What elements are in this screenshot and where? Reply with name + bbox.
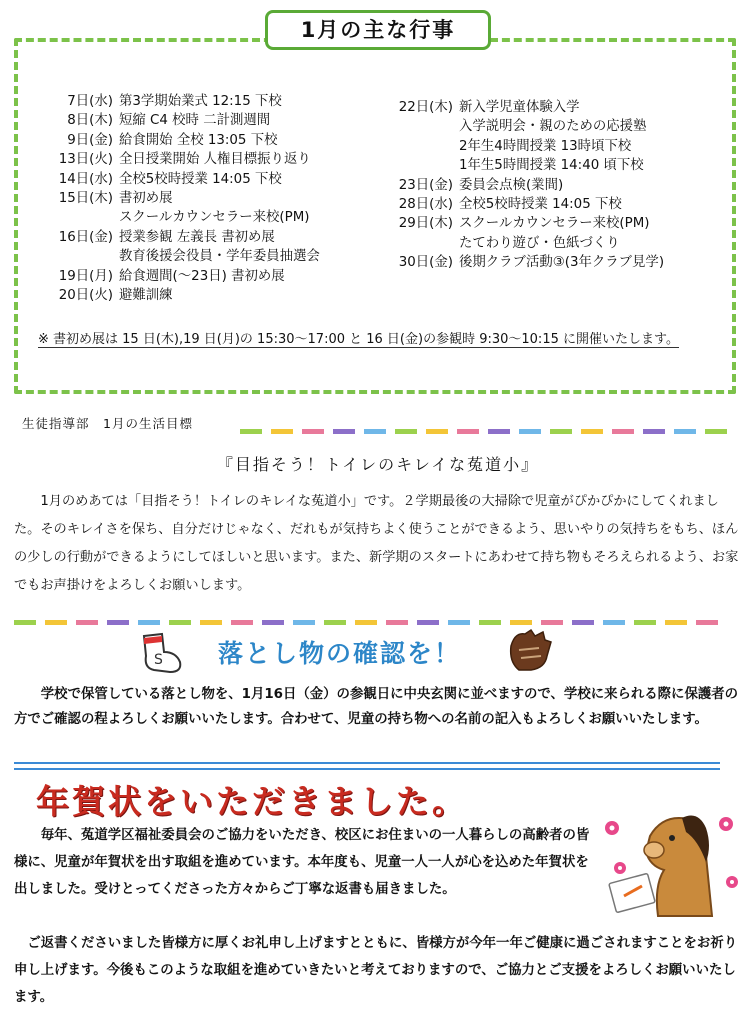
- event-row: [380, 98, 664, 176]
- event-line: スクールカウンセラー来校(PM): [459, 216, 650, 232]
- event-date: 9日(金): [67, 132, 113, 148]
- event-line: 給食開始 全校 13:05 下校: [119, 132, 278, 148]
- svg-text:S: S: [154, 652, 163, 668]
- event-date: 13日(火): [58, 152, 113, 168]
- divider-line: [14, 762, 720, 764]
- dash-divider: [14, 610, 750, 615]
- event-description: [119, 267, 285, 286]
- event-date: 15日(木): [58, 191, 113, 207]
- event-row: [40, 170, 320, 189]
- event-row: [40, 267, 320, 286]
- event-description: [119, 189, 310, 228]
- event-description: [119, 131, 277, 150]
- plum-blossom-icon: [610, 812, 611, 813]
- event-description: [119, 150, 311, 169]
- event-date: 30日(金): [398, 255, 453, 271]
- nengajo-text-2: ご返書くださいました皆様方に厚くお礼申し上げますとともに、皆様方が今年一年ご健康に過ごされますことをお祈り申し上げます。今後もこのような取組を進めていきたいと考えておりますので、ご協力とご支援をよろしくお願いいたします。: [14, 936, 738, 1005]
- event-date: 8日(木): [67, 113, 113, 129]
- event-date: 14日(水): [58, 171, 113, 187]
- event-description: [459, 253, 664, 272]
- event-line: 避難訓練: [119, 288, 173, 304]
- event-date: 19日(月): [58, 268, 113, 284]
- divider-line: [14, 768, 720, 770]
- event-description: [459, 98, 646, 176]
- event-description: [119, 228, 320, 267]
- event-line: 全校5校時授業 14:05 下校: [119, 171, 282, 187]
- event-row: [40, 131, 320, 150]
- event-description: [459, 176, 563, 195]
- events-right-column: [380, 98, 664, 273]
- event-line: 第3学期始業式 12:15 下校: [119, 94, 282, 109]
- event-row: [380, 195, 664, 214]
- event-line: 授業参観 左義長 書初め展: [119, 229, 275, 245]
- event-line: 2年生4時間授業 13時頃下校: [459, 138, 632, 154]
- lost-found-title: 落とし物の確認を！: [218, 639, 462, 668]
- event-line: 短縮 C4 校時 二計測週間: [119, 113, 271, 129]
- guidance-label: 生徒指導部 1月の生活目標: [22, 416, 193, 431]
- lost-found-text: 学校で保管している落とし物を、1月16日（金）の参観日に中央玄関に並べますので、学校に来られる際に保護者の方でご確認の程よろしくお願いいたします。合わせて、児童の持ち物への名前の記入もよろしくお願いいたします。: [14, 687, 739, 727]
- events-note-text: ※ 書初め展は 15 日(木),19 日(月)の 15:30～17:00 と 16 日(金)の参観時 9:30～10:15 に開催いたします。: [38, 332, 679, 347]
- event-line: 1年生5時間授業 14:40 頃下校: [459, 158, 644, 174]
- event-date: 16日(金): [58, 229, 113, 245]
- event-line: 給食週間(～23日) 書初め展: [119, 268, 285, 284]
- goal-title: 『目指そう！トイレのキレイな菟道小』: [216, 455, 540, 474]
- event-row: [40, 111, 320, 130]
- event-row: [40, 286, 320, 305]
- events-left-column: [40, 92, 320, 305]
- event-description: [119, 92, 282, 111]
- event-date: 20日(火): [58, 288, 113, 304]
- event-line: 後期クラブ活動③(3年クラブ見学): [459, 255, 665, 271]
- events-note: [38, 330, 726, 350]
- event-description: [459, 195, 622, 214]
- event-row: [380, 176, 664, 195]
- event-row: [40, 228, 320, 267]
- event-line: 委員会点検(業間): [459, 177, 564, 193]
- event-date: 28日(水): [398, 197, 453, 213]
- event-description: [119, 286, 173, 305]
- event-line: 全日授業開始 人権目標振り返り: [119, 152, 311, 168]
- event-row: [40, 92, 320, 111]
- horse-drawing-icon: [594, 806, 744, 924]
- event-line: スクールカウンセラー来校(PM): [119, 210, 310, 226]
- event-row: [380, 214, 664, 253]
- event-date: 23日(金): [398, 177, 453, 193]
- event-line: 書初め展: [119, 191, 173, 207]
- nengajo-title: 年賀状をいただきました。: [36, 782, 468, 821]
- event-description: [459, 214, 650, 253]
- glove-icon: [505, 626, 555, 674]
- event-date: 7日(水): [67, 94, 113, 109]
- event-line: 新入学児童体験入学: [459, 100, 580, 115]
- event-date: 29日(木): [398, 216, 453, 232]
- event-row: [40, 189, 320, 228]
- nengajo-text-1: 毎年、菟道学区福祉委員会のご協力をいただき、校区にお住まいの一人暮らしの高齢者の皆様に、児童が年賀状を出す取組を進めています。本年度も、児童一人一人が心を込めた年賀状を出しました。受けとってくださった方々からご丁寧な返書も届きました。: [14, 828, 590, 897]
- event-line: 入学説明会・親のための応援塾: [459, 119, 647, 135]
- sock-icon: [132, 630, 188, 678]
- dash-divider: [240, 419, 750, 424]
- events-title: 1月の主な行事: [265, 10, 491, 50]
- goal-text: 1月のめあては「目指そう！トイレのキレイな菟道小」です。２学期最後の大掃除で児童がぴかぴかにしてくれました。そのキレイさを保ち、自分だけじゃなく、だれもが気持ちよく使うことができるよう、思いやりの気持ちをもち、ほんの少しの行動ができるようにしてほしいと思います。また、新学期のスタートにあわせて持ち物もそろえられるよう、お家でもお声掛けをよろしくお願いします。: [14, 494, 739, 593]
- event-line: たてわり遊び・色紙づくり: [459, 235, 620, 251]
- event-date: 22日(木): [398, 100, 453, 115]
- event-row: [380, 253, 664, 272]
- event-line: 全校5校時授業 14:05 下校: [459, 197, 622, 213]
- event-description: [119, 111, 270, 130]
- event-row: [40, 150, 320, 169]
- event-description: [119, 170, 282, 189]
- event-line: 教育後援会役員・学年委員抽選会: [119, 249, 320, 265]
